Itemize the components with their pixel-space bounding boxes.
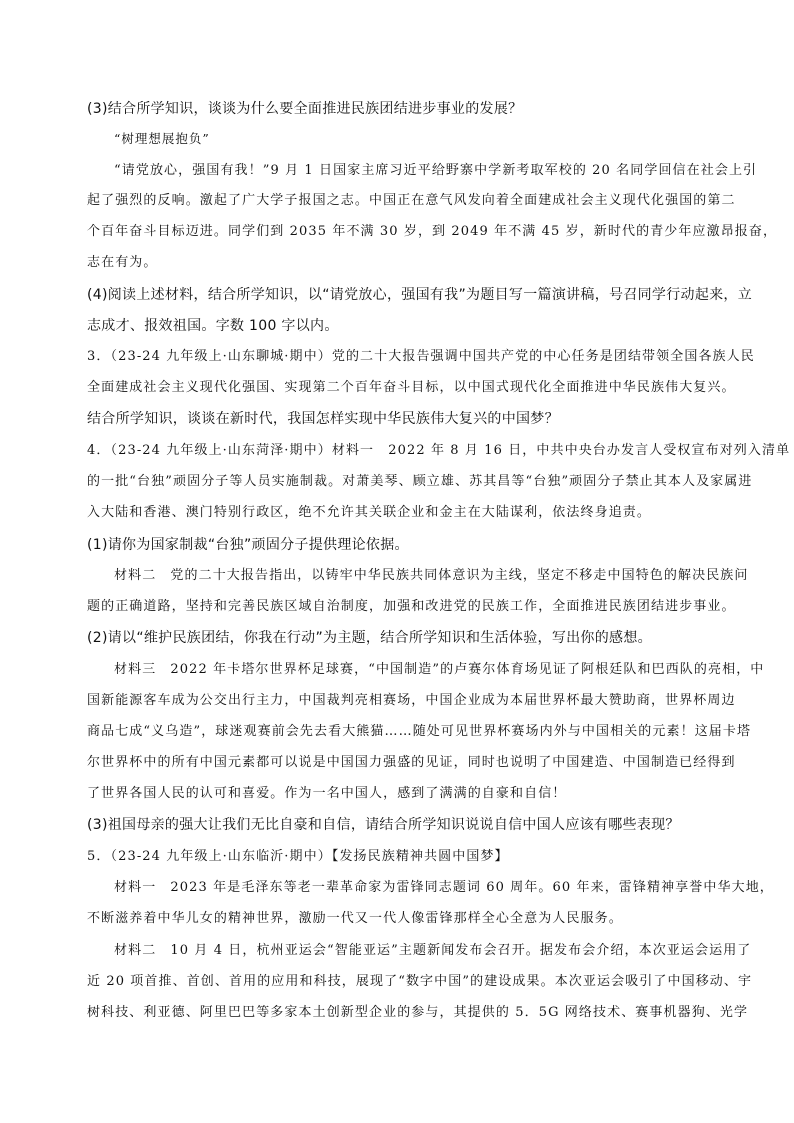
paragraph-line: 起了强烈的反响。激起了广大学子报国之志。中国正在意气风发向着全面建成社会主义现代化强国的第二 bbox=[87, 193, 736, 208]
paragraph-line: “请党放心，强国有我！”9 月 1 日国家主席习近平给野寨中学新考取军校的 20 名同学回信在社会上引 bbox=[114, 163, 758, 178]
question-4-3-prompt: (3)祖国母亲的强大让我们无比自豪和自信，请结合所学知识说说自信中国人应该有哪些表现？ bbox=[87, 817, 680, 833]
paragraph-line: 入大陆和香港、澳门特别行政区，绝不允许其关联企业和金主在大陆谋利，依法终身追责。 bbox=[87, 505, 652, 520]
paragraph-line: 志在有为。 bbox=[87, 255, 158, 270]
material-heading: “树理想展抱负” bbox=[114, 131, 210, 146]
question-4-material-2: 材料二 党的二十大报告指出，以铸牢中华民族共同体意识为主线，坚定不移走中国特色的解决民族问 bbox=[114, 568, 749, 583]
paragraph-line: 了世界各国人民的认可和喜爱。作为一名中国人，感到了满满的自豪和自信！ bbox=[87, 786, 567, 801]
question-5-heading: 5．（23-24 九年级上·山东临沂·期中）【发扬民族精神共圆中国梦】 bbox=[87, 849, 509, 864]
question-4-material-3: 材料三 2022 年卡塔尔世界杯足球赛，“中国制造”的卢赛尔体育场见证了阿根廷队和巴西队的亮相，中 bbox=[114, 662, 765, 677]
paragraph-line: 尔世界杯中的所有中国元素都可以说是中国国力强盛的见证，同时也说明了中国建造、中国制造已经得到 bbox=[87, 755, 736, 770]
question-4-prompt-cont: 志成才、报效祖国。字数 100 字以内。 bbox=[87, 318, 339, 334]
question-5-material-2: 材料二 10 月 4 日，杭州亚运会“智能亚运”主题新闻发布会召开。据发布会介绍，本次亚运会运用了 bbox=[114, 943, 752, 958]
question-3-stem: 3．（23-24 九年级上·山东聊城·期中）党的二十大报告强调中国共产党的中心任务是团结带领全国各族人民 bbox=[87, 349, 755, 364]
question-3-stem-cont: 全面建成社会主义现代化强国、实现第二个百年奋斗目标，以中国式现代化全面推进中华民族伟大复兴。 bbox=[87, 380, 736, 395]
question-5-material-1: 材料一 2023 年是毛泽东等老一辈革命家为雷锋同志题词 60 周年。60 年来，雷锋精神享誉中华大地， bbox=[114, 880, 774, 895]
question-4-prompt: (4)阅读上述材料，结合所学知识，以“请党放心，强国有我”为题目写一篇演讲稿，号召同学行动起来，立 bbox=[87, 287, 753, 303]
question-3-prompt-text: 结合所学知识，谈谈在新时代，我国怎样实现中华民族伟大复兴的中国梦？ bbox=[87, 411, 559, 427]
question-4-2-prompt: (2)请以“维护民族团结，你我在行动”为主题，结合所学知识和生活体验，写出你的感想。 bbox=[87, 630, 652, 646]
question-3-prompt: (3)结合所学知识，谈谈为什么要全面推进民族团结进步事业的发展？ bbox=[87, 101, 523, 117]
paragraph-line: 商品七成“义乌造”，球迷观赛前会先去看大熊猫……随处可见世界杯赛场内外与中国相关的元素！这届卡塔 bbox=[87, 724, 752, 739]
paragraph-line: 树科技、利亚德、阿里巴巴等多家本土创新型企业的参与，其提供的 5．5G 网络技术、赛事机器狗、光学 bbox=[87, 1005, 749, 1020]
question-4-1-prompt: (1)请你为国家制裁“台独”顽固分子提供理论依据。 bbox=[87, 537, 409, 553]
paragraph-line: 题的正确道路，坚持和完善民族区域自治制度，加强和改进党的民族工作，全面推进民族团结进步事业。 bbox=[87, 599, 736, 614]
paragraph-line: 不断滋养着中华儿女的精神世界，激励一代又一代人像雷锋那样全心全意为人民服务。 bbox=[87, 911, 623, 926]
paragraph-line: 国新能源客车成为公交出行主力，中国裁判亮相赛场，中国企业成为本届世界杯最大赞助商，世界杯周边 bbox=[87, 693, 736, 708]
question-4-material-1: 4．（23-24 九年级上·山东菏泽·期中）材料一 2022 年 8 月 16 日，中共中央台办发言人受权宣布对列入清单 bbox=[87, 443, 791, 458]
paragraph-line: 近 20 项首推、首创、首用的应用和科技，展现了“数字中国”的建设成果。本次亚运会吸引了中国移动、宇 bbox=[87, 974, 753, 989]
paragraph-line: 个百年奋斗目标迈进。同学们到 2035 年不满 30 岁，到 2049 年不满 45 岁，新时代的青少年应激昂报奋， bbox=[87, 224, 778, 239]
paragraph-line: 的一批“台独”顽固分子等人员实施制裁。对萧美琴、顾立雄、苏其昌等“台独”顽固分子禁止其本人及家属进 bbox=[87, 474, 753, 489]
